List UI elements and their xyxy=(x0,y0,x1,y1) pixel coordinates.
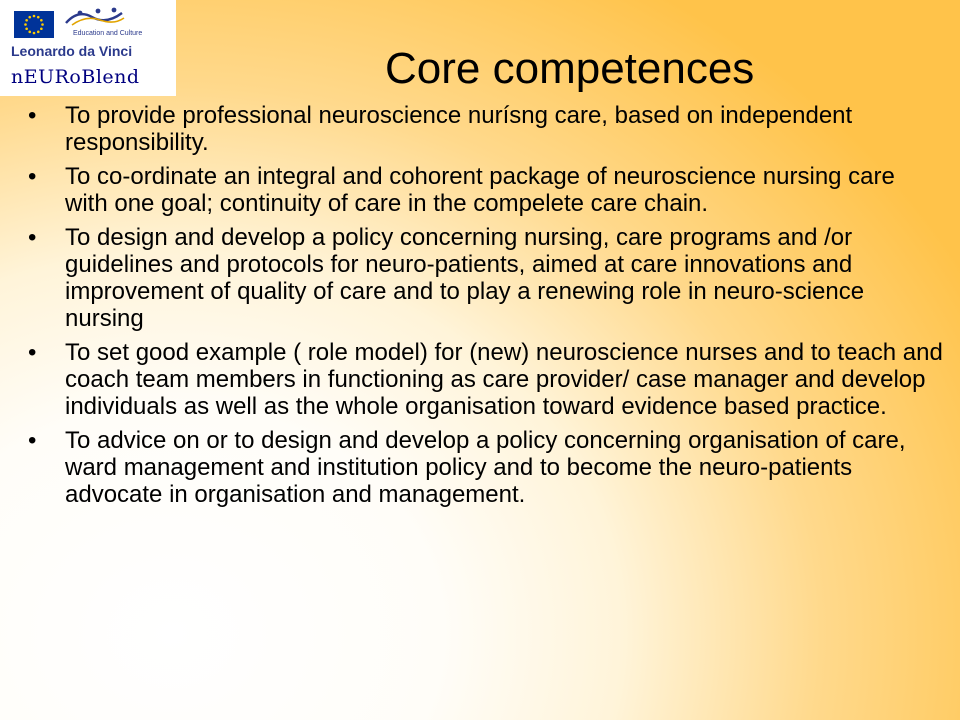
leonardo-logo-block xyxy=(0,0,176,96)
list-item xyxy=(28,339,943,420)
list-item xyxy=(28,224,943,332)
lifelong-learning-icon xyxy=(64,7,126,27)
list-item xyxy=(28,427,943,508)
bullet-icon: • xyxy=(28,102,37,129)
eu-flag-icon xyxy=(14,11,54,38)
bullet-icon: • xyxy=(28,163,37,190)
bullet-icon: • xyxy=(28,224,37,251)
list-item-text: To provide professional neuroscience nurísng care, based on independent responsibility. xyxy=(65,102,853,156)
list-item-text: To co-ordinate an integral and cohorent package of neuroscience nursing care with one goal; continuity of care in the compelete care chain. xyxy=(65,163,895,217)
bullet-icon: • xyxy=(28,339,37,366)
program-label: Education and Culture xyxy=(73,30,143,37)
list-item-text: To set good example ( role model) for (new) neuroscience nurses and to teach and coach team members in functioning as care provider/ case manager and develop individuals as well as the whole organisation toward evidence based practice. xyxy=(65,339,943,420)
bullet-icon: • xyxy=(28,427,37,454)
list-item-text: To advice on or to design and develop a policy concerning organisation of care, ward management and institution policy and to become the neuro-patients advocate in organisation and management. xyxy=(65,427,906,508)
competences-list xyxy=(28,102,943,515)
list-item xyxy=(28,102,943,156)
page-title: Core competences xyxy=(385,44,755,93)
list-item-text: To design and develop a policy concerning nursing, care programs and /or guidelines and protocols for neuro-patients, aimed at care innovations and improvement of quality of care and to play a renewing role in neuro-science nursing xyxy=(65,224,865,332)
program-name: Leonardo da Vinci xyxy=(11,43,133,59)
project-name: nEURoBlend xyxy=(11,66,140,88)
list-item xyxy=(28,163,943,217)
